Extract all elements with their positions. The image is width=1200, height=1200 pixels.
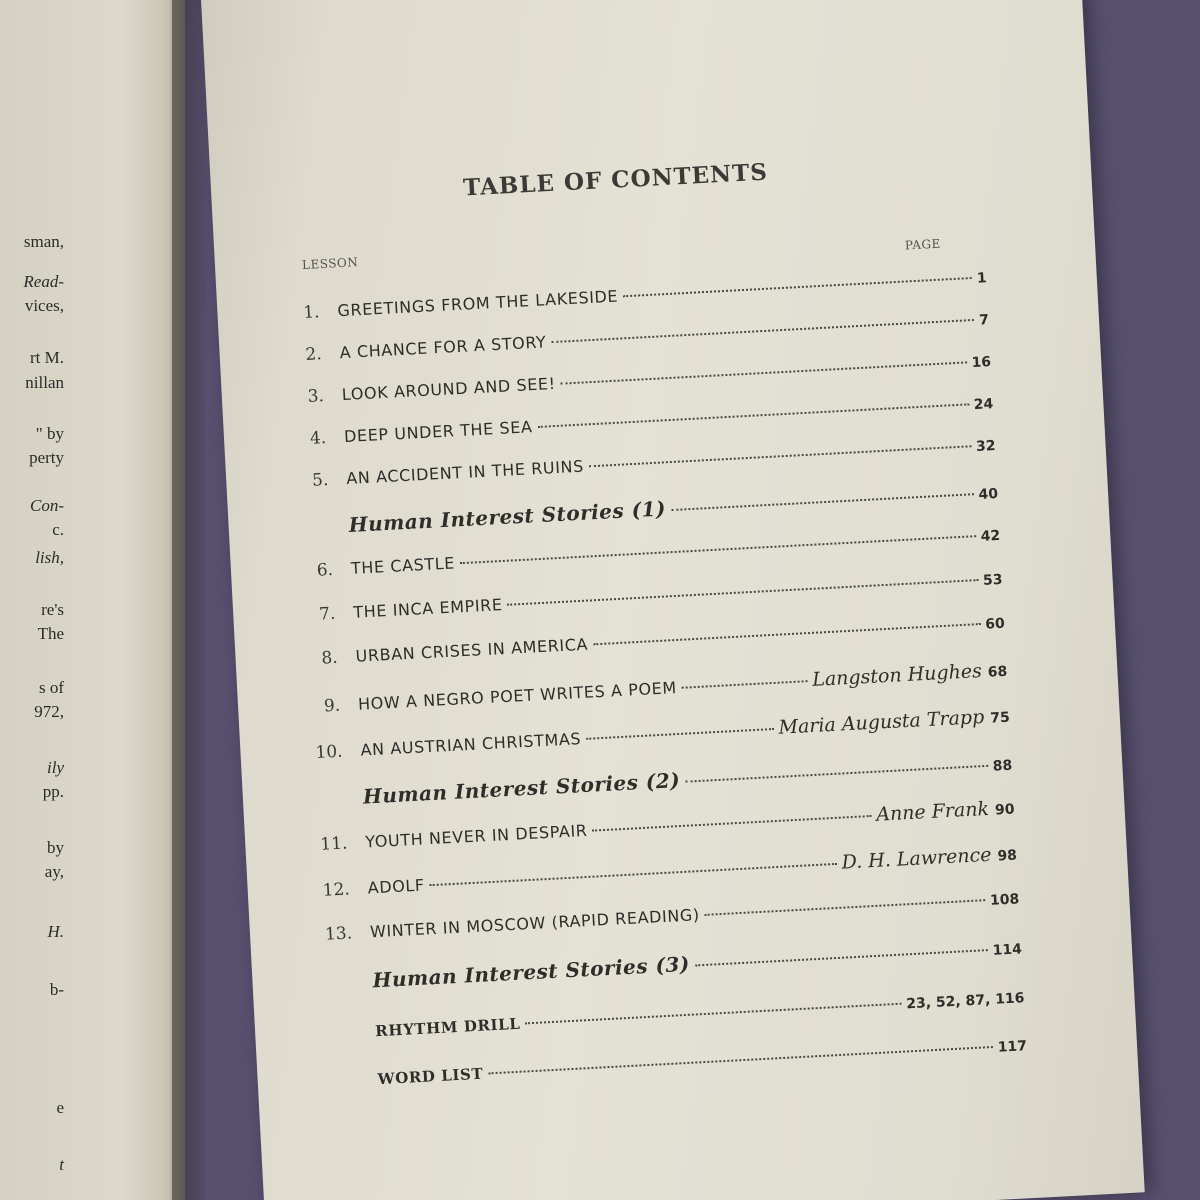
lesson-title: ADOLF: [367, 875, 426, 898]
page-number: 68: [987, 663, 1008, 681]
dot-leader: [695, 949, 988, 966]
lesson-title: RHYTHM DRILL: [374, 1014, 521, 1041]
left-page-text-fragment: re's: [41, 600, 64, 619]
left-page-text-fragment: Read-: [23, 272, 64, 291]
dot-leader: [537, 403, 968, 428]
lesson-title: YOUTH NEVER IN DESPAIR: [364, 820, 588, 852]
lesson-number: 8.: [320, 647, 339, 669]
page-number: 1: [976, 270, 988, 287]
page-number: 53: [982, 571, 1003, 589]
page-number: 7: [978, 312, 990, 329]
dot-leader: [430, 863, 837, 886]
lesson-number: [316, 1036, 376, 1039]
page-number: 114: [992, 941, 1023, 959]
left-page-text-fragment: " by: [35, 424, 64, 443]
lesson-number: 6.: [316, 559, 334, 581]
lesson-title: Human Interest Stories (1): [348, 496, 667, 537]
dot-leader: [593, 623, 980, 645]
lesson-column-header: LESSON: [301, 255, 359, 273]
page-number: 98: [997, 847, 1018, 865]
lesson-number: 10.: [315, 741, 344, 763]
dot-leader: [705, 899, 985, 916]
left-page-text-fragment: Con-: [30, 496, 64, 515]
dot-leader: [460, 535, 976, 564]
dot-leader: [525, 1003, 901, 1025]
lesson-number: 11.: [319, 833, 348, 855]
dot-leader: [551, 319, 974, 343]
lesson-title: DEEP UNDER THE SEA: [343, 417, 533, 447]
left-page-text-fragment: rt M.: [30, 348, 64, 367]
left-page-text-fragment: nillan: [25, 373, 64, 392]
left-page-text-fragment: perty: [29, 448, 64, 467]
lesson-title: WINTER IN MOSCOW (RAPID READING): [369, 905, 701, 942]
lesson-number: 12.: [322, 879, 351, 901]
left-page-text-fragment: vices,: [24, 296, 64, 315]
page-number: 90: [994, 801, 1015, 819]
left-page-text-fragment: sman,: [23, 232, 64, 251]
lesson-title: Human Interest Stories (3): [371, 951, 691, 993]
left-page-text-fragment: 972,: [34, 702, 64, 721]
lesson-author: Maria Augusta Trapp: [778, 705, 985, 739]
dot-leader: [623, 277, 972, 297]
left-page-text-fragment: e: [56, 1098, 64, 1117]
dot-leader: [682, 680, 808, 689]
page-column-header: PAGE: [904, 236, 942, 253]
lesson-author: Anne Frank: [875, 797, 990, 826]
page-number: 60: [984, 615, 1006, 633]
lesson-title: HOW A NEGRO POET WRITES A POEM: [357, 678, 678, 714]
dot-leader: [561, 361, 967, 384]
page-title: TABLE OF CONTENTS: [462, 158, 769, 202]
lesson-title: WORD LIST: [377, 1064, 484, 1089]
lesson-number: [303, 804, 363, 807]
page-number: 108: [989, 891, 1020, 909]
lesson-number: [289, 532, 349, 535]
left-page-text-fragment: H.: [47, 922, 64, 941]
left-page-text-fragment: by: [47, 838, 64, 857]
left-page-text-fragment: ay,: [44, 862, 64, 881]
lesson-number: 7.: [318, 603, 336, 625]
page-number: 42: [980, 527, 1001, 545]
left-page-text-fragment: t: [59, 1155, 64, 1174]
dot-leader: [685, 765, 988, 783]
left-page-text-fragment: pp.: [42, 782, 64, 801]
dot-leader: [671, 493, 974, 511]
lesson-number: 3.: [307, 386, 325, 407]
toc-content: [200, 0, 1145, 1200]
lesson-number: 5.: [311, 469, 329, 491]
lesson-author: D. H. Lawrence: [841, 843, 992, 874]
lesson-title: AN ACCIDENT IN THE RUINS: [345, 456, 585, 489]
page-number: 16: [971, 354, 992, 372]
lesson-title: THE CASTLE: [350, 553, 456, 578]
page-number: 23, 52, 87, 116: [905, 990, 1025, 1013]
lesson-title: THE INCA EMPIRE: [352, 595, 504, 622]
dot-leader: [592, 815, 871, 832]
dot-leader: [586, 728, 774, 740]
left-page-text-fragment: c.: [52, 520, 64, 539]
page-number: 40: [978, 485, 999, 503]
page-number: 117: [997, 1038, 1028, 1056]
lesson-title: A CHANCE FOR A STORY: [339, 332, 547, 363]
left-page-text-fragment: The: [37, 624, 64, 643]
lesson-number: 9.: [323, 695, 341, 717]
left-page-text-fragment: s of: [38, 678, 64, 697]
lesson-number: 4.: [309, 428, 327, 449]
lesson-title: AN AUSTRIAN CHRISTMAS: [360, 729, 582, 760]
page-number: 32: [975, 438, 996, 456]
dot-leader: [507, 579, 978, 606]
left-page-text-fragment: ily: [47, 758, 64, 777]
book-gutter-shadow: [172, 0, 206, 1200]
dot-leader: [589, 445, 971, 467]
page-number: 24: [973, 396, 994, 414]
lesson-title: URBAN CRISES IN AMERICA: [355, 634, 589, 666]
lesson-title: Human Interest Stories (2): [362, 767, 681, 809]
lesson-number: [313, 987, 373, 990]
lesson-number: 1.: [302, 302, 321, 324]
lesson-number: 2.: [305, 344, 323, 365]
page-number: 75: [989, 709, 1011, 727]
page-number: 88: [992, 757, 1013, 775]
lesson-title: LOOK AROUND AND SEE!: [341, 373, 557, 405]
left-page-text-fragment: b-: [49, 980, 64, 999]
left-page-text-fragment: lish,: [35, 548, 64, 567]
dot-leader: [488, 1046, 993, 1074]
lesson-author: Langston Hughes: [811, 660, 983, 691]
lesson-number: 13.: [324, 923, 353, 945]
toc-page: [200, 0, 1145, 1200]
lesson-number: [318, 1084, 378, 1087]
lesson-title: GREETINGS FROM THE LAKESIDE: [337, 286, 619, 321]
